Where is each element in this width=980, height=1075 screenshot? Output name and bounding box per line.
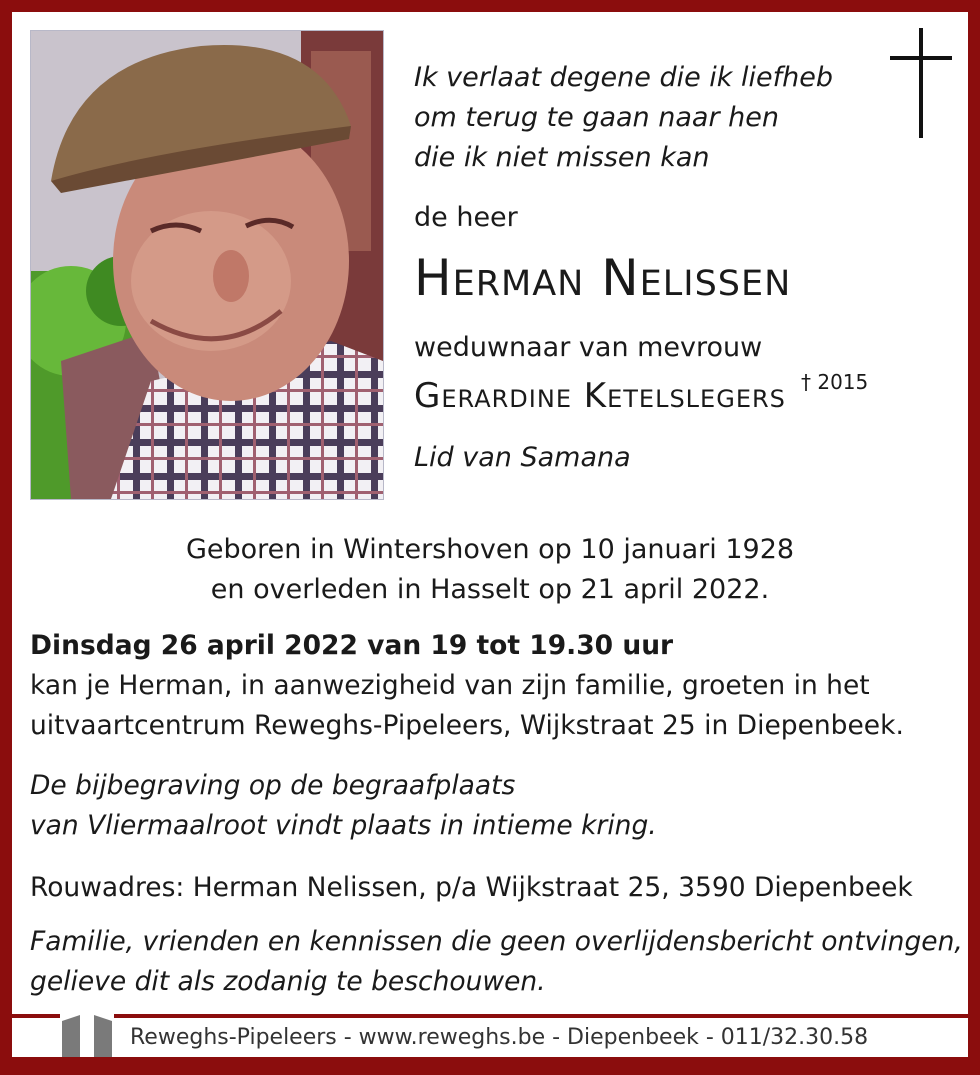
- visitation-text: [30, 666, 904, 746]
- obituary-card: [12, 12, 968, 1063]
- reweghs-logo: [60, 1007, 114, 1059]
- burial-line: De bijbegraving op de begraafplaats: [30, 770, 516, 801]
- portrait-photo: [30, 30, 384, 500]
- membership: Lid van Samana: [414, 442, 631, 473]
- salutation: de heer: [414, 202, 518, 233]
- verse: [414, 58, 833, 178]
- birth-line: Geboren in Wintershoven op 10 januari 1928: [185, 534, 795, 565]
- spouse-death-mark: † 2015: [800, 370, 869, 394]
- mourning-address: Rouwadres: Herman Nelissen, p/a Wijkstraat 25, 3590 Diepenbeek: [30, 872, 913, 903]
- deceased-name: Herman Nelissen: [414, 249, 792, 307]
- spouse-line: [414, 370, 868, 421]
- verse-line: Ik verlaat degene die ik liefheb: [414, 62, 833, 93]
- cross-icon: [890, 28, 952, 138]
- verse-line: om terug te gaan naar hen: [414, 102, 779, 133]
- spouse-name: Gerardine Ketelslegers: [414, 376, 786, 416]
- burial-text: [30, 766, 657, 846]
- birth-death: [12, 530, 968, 610]
- footer-bottom-bar: [12, 1057, 968, 1063]
- verse-line: die ik niet missen kan: [414, 142, 710, 173]
- footer-contact: Reweghs-Pipeleers - www.reweghs.be - Diepenbeek - 011/32.30.58: [130, 1025, 869, 1050]
- closing-line: gelieve dit als zodanig te beschouwen.: [30, 966, 546, 997]
- closing-note: [30, 922, 963, 1002]
- burial-line: van Vliermaalroot vindt plaats in intieme kring.: [30, 810, 657, 841]
- footer-divider: [12, 1014, 968, 1018]
- closing-line: Familie, vrienden en kennissen die geen overlijdensbericht ontvingen,: [30, 926, 963, 957]
- visitation-line: kan je Herman, in aanwezigheid van zijn familie, groeten in het: [30, 670, 870, 701]
- death-line: en overleden in Hasselt op 21 april 2022.: [210, 574, 770, 605]
- widower-text: weduwnaar van mevrouw: [414, 332, 763, 363]
- visitation-line: uitvaartcentrum Reweghs-Pipeleers, Wijkstraat 25 in Diepenbeek.: [30, 710, 904, 741]
- visitation-heading: Dinsdag 26 april 2022 van 19 tot 19.30 uur: [30, 630, 674, 661]
